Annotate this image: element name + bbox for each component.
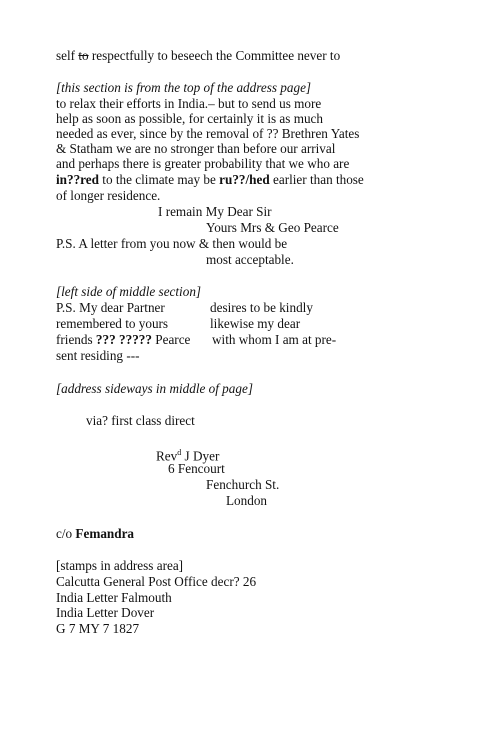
stamp-line-1: Calcutta General Post Office decr? 26: [56, 574, 257, 589]
body-line-5: and perhaps there is greater probability that we who are: [56, 156, 350, 171]
illegible-word: in??red: [56, 172, 99, 187]
stamp-line-2: India Letter Falmouth: [56, 590, 172, 605]
care-of-line: c/o Femandra: [56, 526, 135, 541]
ps2-col1-line2: remembered to yours: [56, 316, 169, 331]
body-line-7: of longer residence.: [56, 188, 161, 203]
illegible-name: ??? ?????: [95, 332, 152, 347]
ps2-col2-line1: desires to be kindly: [210, 300, 313, 315]
address-line-4: London: [226, 493, 268, 508]
ps2-col1-line1: P.S. My dear Partner: [56, 300, 165, 315]
illegible-word: ru??/hed: [219, 172, 270, 187]
ps-line-1: P.S. A letter from you now & then would be: [56, 236, 288, 251]
ps2-col2-line2: likewise my dear: [210, 316, 301, 331]
stamp-line-3: India Letter Dover: [56, 605, 155, 620]
body-line-2: help as soon as possible, for certainly it is as much: [56, 111, 323, 126]
ps2-col1-line3: friends ??? ????? Pearce: [56, 332, 191, 347]
body-line-1: to relax their efforts in India.– but to send us more: [56, 96, 322, 111]
address-line-3: Fenchurch St.: [206, 477, 280, 492]
closing-remain: I remain My Dear Sir: [158, 204, 272, 219]
ps2-line4: sent residing ---: [56, 348, 140, 363]
care-of-name: Femandra: [75, 526, 135, 541]
editor-note-top: [this section is from the top of the address page]: [56, 80, 312, 95]
routing-line: via? first class direct: [86, 413, 195, 428]
stamps-note: [stamps in address area]: [56, 558, 184, 573]
stamp-line-4: G 7 MY 7 1827: [56, 621, 140, 636]
closing-signature: Yours Mrs & Geo Pearce: [206, 220, 339, 235]
body-line-4: & Statham we are no stronger than before our arrival: [56, 141, 336, 156]
opening-line: self to respectfully to beseech the Committee never to: [56, 48, 341, 63]
ps-line-2: most acceptable.: [206, 252, 294, 267]
struck-word: to: [78, 48, 89, 63]
address-line-1: Rev$^d$ J Dyer: [156, 448, 220, 464]
body-line-3: needed as ever, since by the removal of ?? Brethren Yates: [56, 126, 360, 141]
address-line-2: 6 Fencourt: [168, 461, 225, 476]
body-line-6: in??red to the climate may be ru??/hed earlier than those: [56, 172, 364, 187]
editor-note-address: [address sideways in middle of page]: [56, 381, 253, 396]
ps2-col2-line3: with whom I am at pre-: [212, 332, 337, 347]
editor-note-left: [left side of middle section]: [56, 284, 202, 299]
